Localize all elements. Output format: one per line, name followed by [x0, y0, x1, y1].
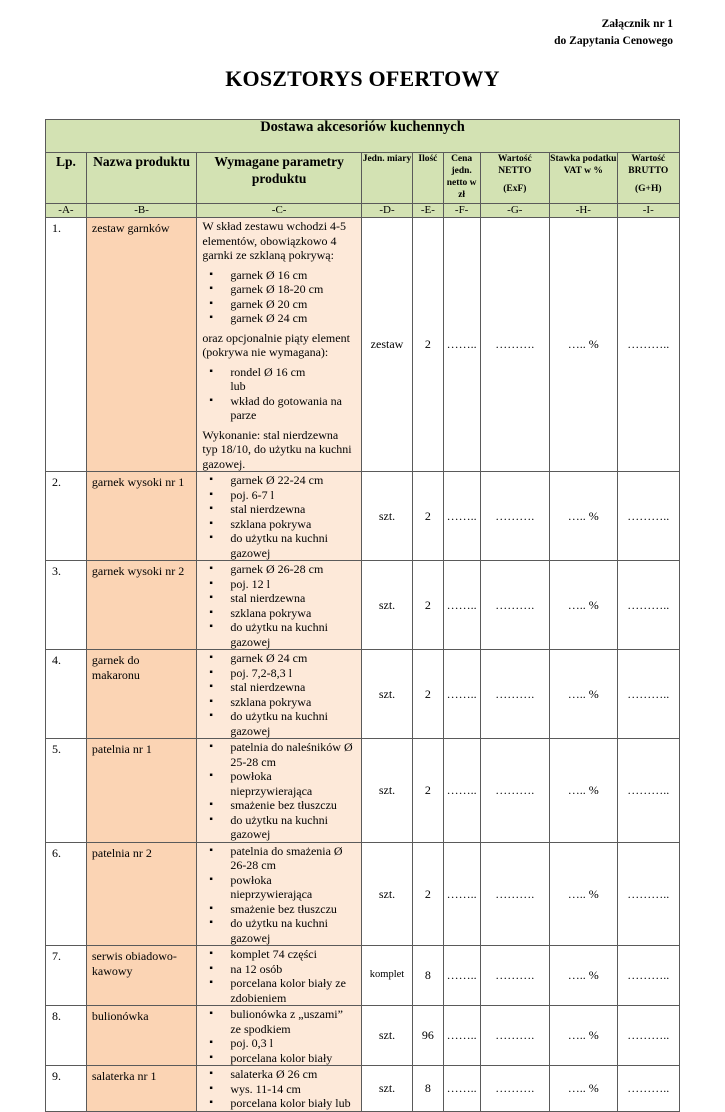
param-item: ▪ poj. 0,3 l [202, 1036, 355, 1051]
param-item: ▪ szklana pokrywa [202, 517, 355, 532]
annex-line-1: Załącznik nr 1 [601, 18, 673, 30]
col-price: Cena jedn. netto w zł [443, 153, 480, 204]
row-gross[interactable]: ……….. [617, 946, 679, 1006]
param-item: ▪ powłoka nieprzywierająca [202, 769, 355, 798]
row-lp: 4. [46, 650, 87, 739]
col-net [480, 153, 550, 204]
row-unit: zestaw [361, 218, 412, 472]
column-letter-row [46, 204, 680, 218]
letter-i: -I- [617, 204, 679, 218]
col-name: Nazwa produktu [86, 153, 196, 204]
row-qty: 2 [413, 842, 444, 946]
param-list [202, 562, 355, 649]
col-gross-formula: (G+H) [635, 184, 662, 194]
row-product-name: serwis obiadowo-kawowy [86, 946, 196, 1006]
row-price[interactable]: …….. [443, 739, 480, 843]
row-qty: 96 [413, 1006, 444, 1066]
letter-a: -A- [46, 204, 87, 218]
row-vat[interactable]: ….. % [550, 1066, 617, 1112]
param-item: ▪ komplet 74 części [202, 947, 355, 962]
row-lp: 9. [46, 1066, 87, 1112]
row-gross[interactable]: ……….. [617, 561, 679, 650]
row-lp: 8. [46, 1006, 87, 1066]
param-optional: oraz opcjonalnie piąty element (pokrywa nie wymagana): [202, 330, 350, 359]
param-list [202, 268, 355, 326]
param-item: ▪ garnek Ø 22-24 cm [202, 473, 355, 488]
col-net-formula: (ExF) [503, 184, 527, 194]
param-item: ▪ wys. 11-14 cm [202, 1082, 355, 1097]
row-price[interactable]: …….. [443, 472, 480, 561]
row-lp: 3. [46, 561, 87, 650]
letter-h: -H- [550, 204, 617, 218]
section-title: Dostawa akcesoriów kuchennych [46, 120, 680, 153]
param-list [202, 844, 355, 946]
param-item: ▪ porcelana kolor biały lub [202, 1096, 355, 1111]
table-row [46, 650, 680, 739]
row-product-name: bulionówka [86, 1006, 196, 1066]
row-product-name: garnek wysoki nr 1 [86, 472, 196, 561]
param-item: ▪ rondel Ø 16 cm [202, 365, 355, 380]
letter-d: -D- [361, 204, 412, 218]
param-item: ▪ poj. 12 l [202, 577, 355, 592]
row-product-name: salaterka nr 1 [86, 1066, 196, 1112]
row-unit: szt. [361, 472, 412, 561]
row-gross[interactable]: ……….. [617, 739, 679, 843]
row-parameters [197, 842, 362, 946]
row-qty: 2 [413, 561, 444, 650]
param-item: ▪ do użytku na kuchni gazowej [202, 620, 355, 649]
row-vat[interactable]: ….. % [550, 1006, 617, 1066]
row-parameters [197, 739, 362, 843]
row-unit: szt. [361, 561, 412, 650]
row-gross[interactable]: ……….. [617, 1066, 679, 1112]
row-unit: komplet [361, 946, 412, 1006]
letter-g: -G- [480, 204, 550, 218]
row-price[interactable]: …….. [443, 561, 480, 650]
row-product-name: garnek do makaronu [86, 650, 196, 739]
col-params: Wymagane parametry produktu [197, 153, 362, 204]
param-item: ▪ stal nierdzewna [202, 591, 355, 606]
letter-c: -C- [197, 204, 362, 218]
row-vat[interactable]: ….. % [550, 561, 617, 650]
col-vat: Stawka podatku VAT w % [550, 153, 617, 204]
row-gross[interactable]: ……….. [617, 842, 679, 946]
row-unit: szt. [361, 1006, 412, 1066]
param-item: ▪ garnek Ø 24 cm [202, 311, 355, 326]
param-outro: Wykonanie: stal nierdzewna typ 18/10, do użytku na kuchni gazowej. [202, 427, 352, 471]
row-product-name: garnek wysoki nr 2 [86, 561, 196, 650]
row-parameters [197, 472, 362, 561]
row-parameters [197, 946, 362, 1006]
row-qty: 8 [413, 946, 444, 1006]
letter-f: -F- [443, 204, 480, 218]
param-list [202, 1007, 355, 1065]
row-net[interactable]: ………. [480, 1006, 550, 1066]
col-gross [617, 153, 679, 204]
row-qty: 2 [413, 218, 444, 472]
row-net[interactable]: ………. [480, 561, 550, 650]
row-gross[interactable]: ……….. [617, 1006, 679, 1066]
row-unit: szt. [361, 1066, 412, 1112]
param-item: ▪ garnek Ø 26-28 cm [202, 562, 355, 577]
param-item: ▪ do użytku na kuchni gazowej [202, 709, 355, 738]
param-item: ▪ garnek Ø 20 cm [202, 297, 355, 312]
row-price[interactable]: …….. [443, 218, 480, 472]
param-item: ▪ poj. 6-7 l [202, 488, 355, 503]
row-parameters [197, 1006, 362, 1066]
row-price[interactable]: …….. [443, 650, 480, 739]
row-lp: 5. [46, 739, 87, 843]
row-lp: 7. [46, 946, 87, 1006]
row-vat[interactable]: ….. % [550, 842, 617, 946]
param-item: ▪ stal nierdzewna [202, 502, 355, 517]
document-title: KOSZTORYS OFERTOWY [225, 66, 500, 91]
param-item: ▪ stal nierdzewna [202, 680, 355, 695]
row-parameters [197, 650, 362, 739]
param-item: ▪ garnek Ø 18-20 cm [202, 282, 355, 297]
row-price[interactable]: …….. [443, 946, 480, 1006]
table-row [46, 561, 680, 650]
row-product-name: zestaw garnków [86, 218, 196, 472]
param-item: ▪ powłoka nieprzywierająca [202, 873, 355, 902]
row-net[interactable]: ………. [480, 739, 550, 843]
row-net[interactable]: ………. [480, 218, 550, 472]
row-qty: 8 [413, 1066, 444, 1112]
param-item: ▪ wkład do gotowania na parze [202, 394, 355, 423]
column-header-row [46, 153, 680, 204]
row-product-name: patelnia nr 2 [86, 842, 196, 946]
row-vat[interactable]: ….. % [550, 650, 617, 739]
param-or: lub [230, 379, 246, 393]
row-price[interactable]: …….. [443, 1006, 480, 1066]
col-gross-label: Wartość BRUTTO [628, 154, 669, 176]
row-qty: 2 [413, 739, 444, 843]
table-row [46, 1066, 680, 1112]
param-item: ▪ do użytku na kuchni gazowej [202, 531, 355, 560]
param-item: ▪ porcelana kolor biały ze zdobieniem [202, 976, 355, 1005]
param-intro: W skład zestawu wchodzi 4-5 elementów, obowiązkowo 4 garnki ze szklaną pokrywą: [202, 219, 347, 262]
param-item: ▪ patelnia do smażenia Ø 26-28 cm [202, 844, 355, 873]
col-lp: Lp. [46, 153, 87, 204]
col-qty: Ilość [413, 153, 444, 204]
table-row [46, 842, 680, 946]
param-item: ▪ poj. 7,2-8,3 l [202, 666, 355, 681]
letter-b: -B- [86, 204, 196, 218]
row-vat[interactable]: ….. % [550, 946, 617, 1006]
row-net[interactable]: ………. [480, 842, 550, 946]
param-item: ▪ na 12 osób [202, 962, 355, 977]
row-gross[interactable]: ……….. [617, 650, 679, 739]
col-net-label: Wartość NETTO [497, 154, 532, 176]
param-list [202, 740, 355, 842]
param-item: ▪ do użytku na kuchni gazowej [202, 813, 355, 842]
table-row [46, 472, 680, 561]
row-unit: szt. [361, 842, 412, 946]
letter-e: -E- [413, 204, 444, 218]
table-row [46, 946, 680, 1006]
row-product-name: patelnia nr 1 [86, 739, 196, 843]
table-row [46, 1006, 680, 1066]
col-unit: Jedn. miary [361, 153, 412, 204]
annex-header [554, 16, 673, 50]
param-item: ▪ smażenie bez tłuszczu [202, 902, 355, 917]
cost-estimate-table [45, 119, 680, 1112]
param-list [202, 365, 355, 423]
row-net[interactable]: ………. [480, 1066, 550, 1112]
annex-line-2: do Zapytania Cenowego [554, 35, 673, 47]
param-item: ▪ garnek Ø 24 cm [202, 651, 355, 666]
row-vat[interactable]: ….. % [550, 218, 617, 472]
row-vat[interactable]: ….. % [550, 472, 617, 561]
row-parameters [197, 561, 362, 650]
param-item: ▪ salaterka Ø 26 cm [202, 1067, 355, 1082]
row-qty: 2 [413, 650, 444, 739]
param-list [202, 651, 355, 738]
param-list [202, 473, 355, 560]
row-net[interactable]: ………. [480, 650, 550, 739]
param-item: ▪ szklana pokrywa [202, 695, 355, 710]
row-lp: 1. [46, 218, 87, 472]
row-net[interactable]: ………. [480, 472, 550, 561]
row-gross[interactable]: ……….. [617, 218, 679, 472]
row-unit: szt. [361, 739, 412, 843]
row-qty: 2 [413, 472, 444, 561]
row-vat[interactable]: ….. % [550, 739, 617, 843]
row-unit: szt. [361, 650, 412, 739]
param-item: ▪ smażenie bez tłuszczu [202, 798, 355, 813]
table-row [46, 739, 680, 843]
row-gross[interactable]: ……….. [617, 472, 679, 561]
param-item: ▪ bulionówka z „uszami” ze spodkiem [202, 1007, 355, 1036]
row-net[interactable]: ………. [480, 946, 550, 1006]
param-item: ▪ patelnia do naleśników Ø 25-28 cm [202, 740, 355, 769]
table-row [46, 218, 680, 472]
param-item: ▪ porcelana kolor biały [202, 1051, 355, 1066]
param-list [202, 947, 355, 1005]
row-price[interactable]: …….. [443, 1066, 480, 1112]
param-item: ▪ garnek Ø 16 cm [202, 268, 355, 283]
row-parameters [197, 1066, 362, 1112]
row-lp: 6. [46, 842, 87, 946]
param-list [202, 1067, 355, 1111]
row-parameters [197, 218, 362, 472]
param-item: ▪ do użytku na kuchni gazowej [202, 916, 355, 945]
row-price[interactable]: …….. [443, 842, 480, 946]
row-lp: 2. [46, 472, 87, 561]
param-item: ▪ szklana pokrywa [202, 606, 355, 621]
